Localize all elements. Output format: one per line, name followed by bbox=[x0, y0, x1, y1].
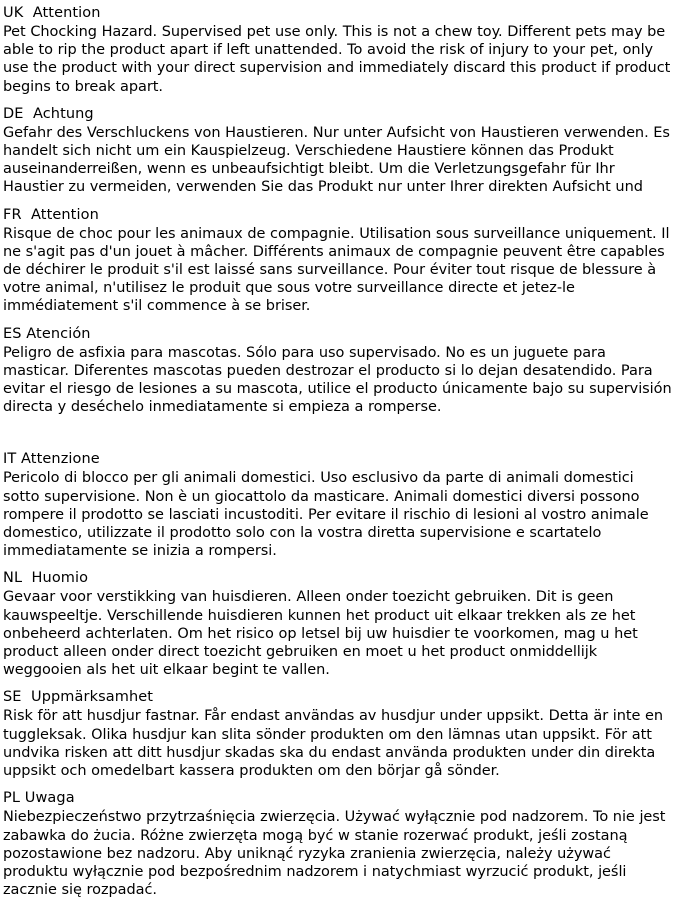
section-heading: ES Atención bbox=[3, 325, 91, 342]
warning-section-es bbox=[3, 325, 673, 417]
section-heading: UK Attention bbox=[3, 5, 101, 21]
section-body: Gevaar voor verstikking van huisdieren. Alleen onder toezicht gebruiken. Dit is geen kauwspeeltje. Verschillende huisdieren kunnen het product uit elkaar trekken als ze het onbeheerd achterlaten. Om het risico op letsel bij uw huisdier te voorkomen, mag u het product alleen onder direct toezicht gebruiken en moet u het product onmiddellijk weggooien als het uit elkaar begint te vallen. bbox=[3, 589, 638, 679]
warning-section-it bbox=[3, 450, 673, 560]
section-body: Peligro de asfixia para mascotas. Sólo para uso supervisado. No es un juguete para masticar. Diferentes mascotas pueden destrozar el producto si lo dejan desatendido. Para evitar el riesgo de lesiones a su mascota, utilice el producto únicamente bajo su supervisión directa y deséchelo inmediatamente si empieza a romperse. bbox=[3, 344, 672, 416]
section-heading: PL Uwaga bbox=[3, 790, 75, 807]
warning-section-pl bbox=[3, 789, 673, 899]
warning-section-fr bbox=[3, 206, 673, 316]
section-body: Risk för att husdjur fastnar. Får endast användas av husdjur under uppsikt. Detta är inte en tuggleksak. Olika husdjur kan slita sönder produkten om den lämnas utan uppsikt. För att undvika risken att ditt husdjur skadas ska du endast använda produkten under din direkta uppsikt och omedelbart kassera produkten om den börjar gå sönder. bbox=[3, 708, 664, 780]
section-body: Risque de choc pour les animaux de compagnie. Utilisation sous surveillance uniquement. Il ne s'agit pas d'un jouet à mâcher. Différents animaux de compagnie peuvent être capables de déchirer le produit s'il est laissé sans surveillance. Pour éviter tout risque de blessure à votre animal, n'utilisez le produit que sous votre surveillance directe et jetez-le immédiatement s'il commence à se briser. bbox=[3, 225, 670, 315]
warning-section-nl bbox=[3, 569, 673, 679]
section-body: Gefahr des Verschluckens von Haustieren. Nur unter Aufsicht von Haustieren verwenden. Es handelt sich nicht um ein Kauspielzeug. Verschiedene Haustiere können das Produkt auseinanderreißen, wenn es unbeaufsichtigt bleibt. Um die Verletzungsgefahr für Ihr Haustier zu vermeiden, verwenden Sie das Produkt nur unter Ihrer direkten Aufsicht und bbox=[3, 124, 670, 196]
warning-section-uk bbox=[3, 4, 673, 96]
section-heading: NL Huomio bbox=[3, 570, 89, 587]
section-heading: IT Attenzione bbox=[3, 451, 100, 468]
section-heading: DE Achtung bbox=[3, 105, 94, 122]
section-body: Pericolo di blocco per gli animali domestici. Uso esclusivo da parte di animali domestici sotto supervisione. Non è un giocattolo da masticare. Animali domestici diversi possono rompere il prodotto se lasciati incustoditi. Per evitare il rischio di lesioni al vostro animale domestico, utilizzate il prodotto solo con la vostra diretta supervisione e scartatelo immediatamente se inizia a rompersi. bbox=[3, 470, 649, 560]
warning-section-se bbox=[3, 688, 673, 780]
warning-section-de bbox=[3, 105, 673, 197]
section-heading: FR Attention bbox=[3, 206, 99, 223]
section-body: Pet Chocking Hazard. Supervised pet use only. This is not a chew toy. Different pets may be able to rip the product apart if left unattended. To avoid the risk of injury to your pet, only use the product with your direct supervision and immediately discard this product if product begins to break apart. bbox=[3, 24, 671, 95]
section-body: Niebezpieczeństwo przytrzaśnięcia zwierzęcia. Używać wyłącznie pod nadzorem. To nie jest zabawka do żucia. Różne zwierzęta mogą być w stanie rozerwać produkt, jeśli zostaną pozostawione bez nadzoru. Aby uniknąć ryzyka zranienia zwierzęcia, należy używać produktu wyłącznie pod bezpośrednim nadzorem i natychmiast wyrzucić produkt, jeśli zacznie się rozpadać. bbox=[3, 809, 666, 899]
section-heading: SE Uppmärksamhet bbox=[3, 689, 154, 706]
